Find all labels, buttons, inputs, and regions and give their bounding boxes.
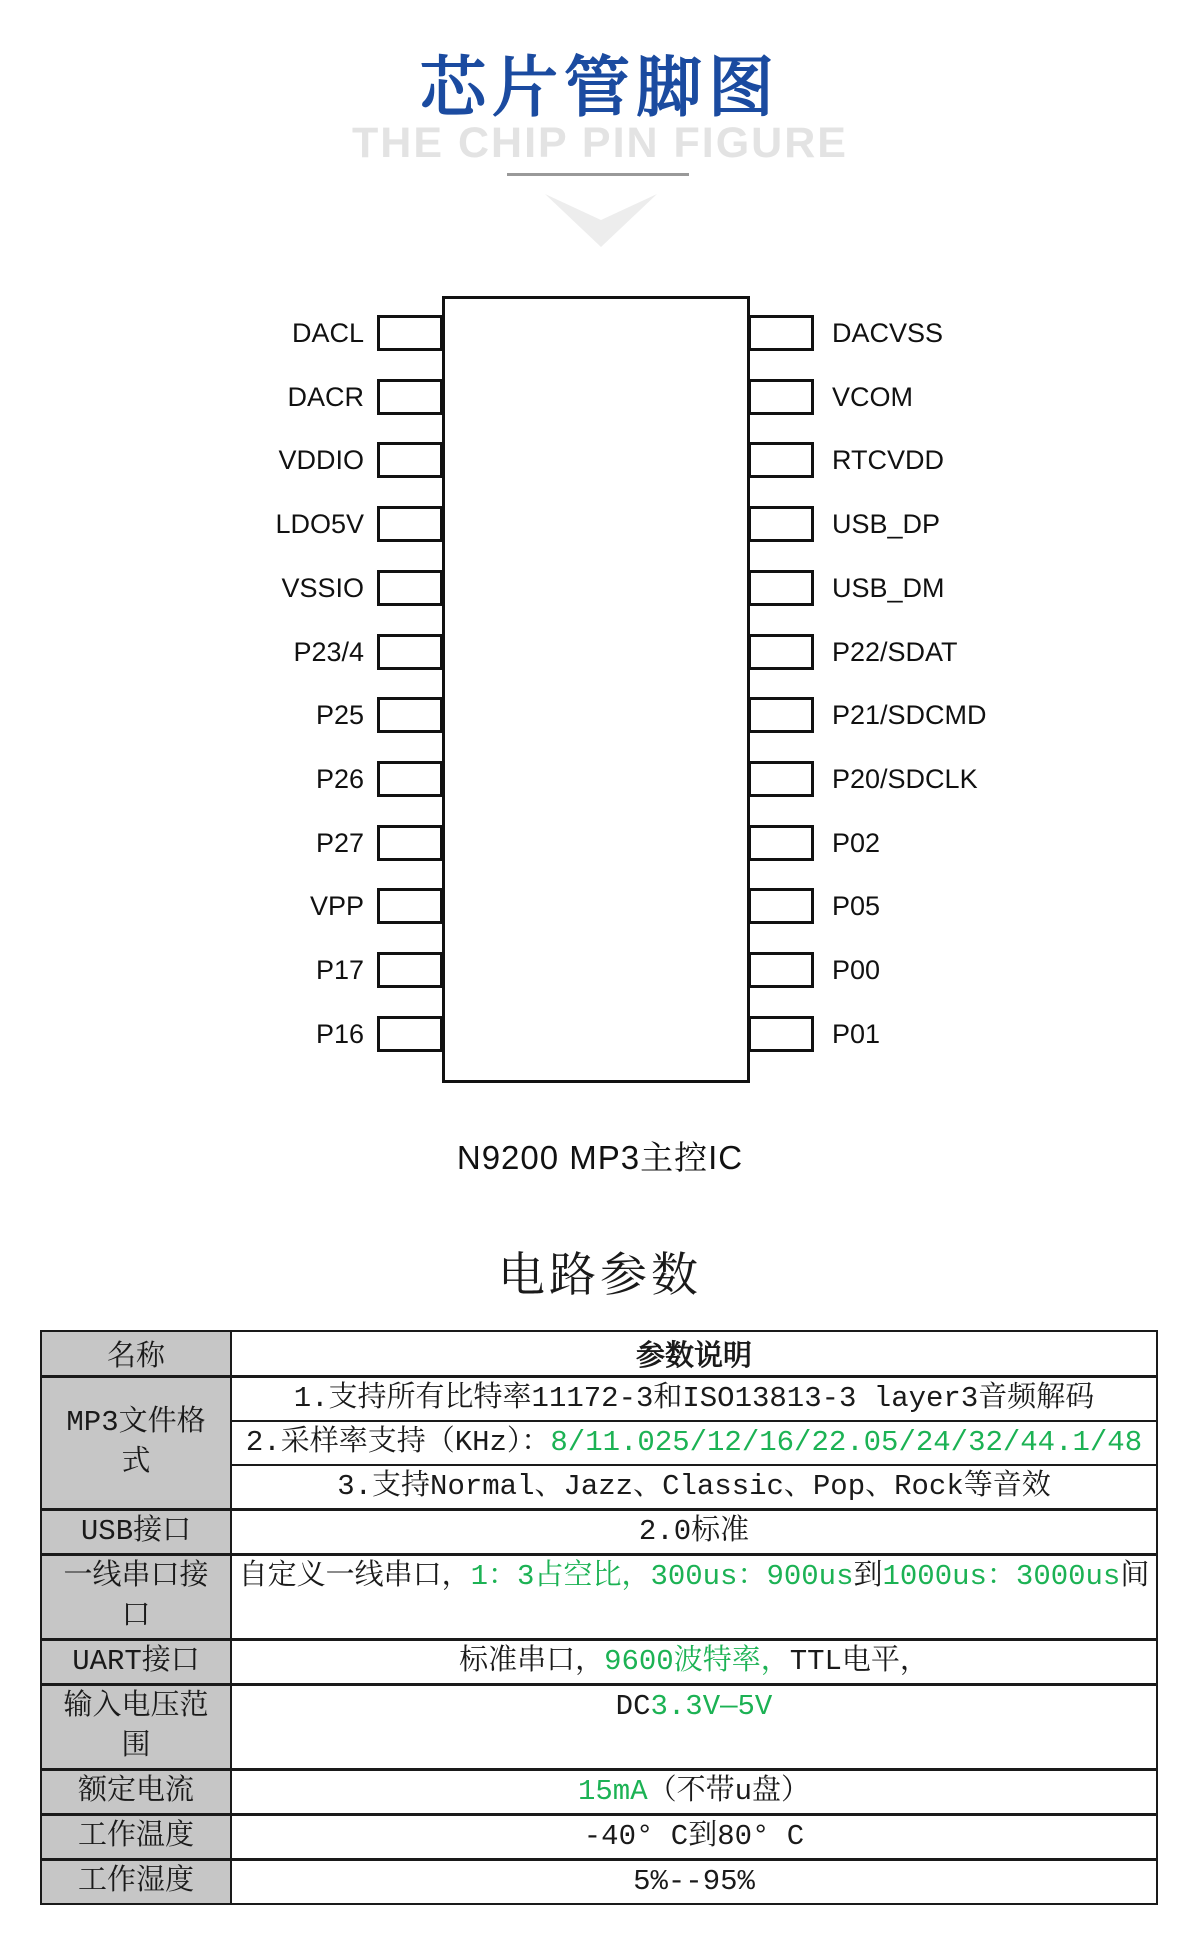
title-divider bbox=[507, 173, 689, 176]
pin-box-p27 bbox=[377, 825, 443, 861]
pin-box-p23/4 bbox=[377, 634, 443, 670]
pin-label-vssio: VSSIO bbox=[281, 573, 364, 603]
pin-box-p00 bbox=[748, 952, 814, 988]
table-row bbox=[41, 1860, 1157, 1905]
param-value-text: 5%--95% bbox=[633, 1865, 755, 1898]
pin-box-usb_dm bbox=[748, 570, 814, 606]
param-value-highlight: 3.3V—5V bbox=[650, 1690, 773, 1723]
pin-box-vcom bbox=[748, 379, 814, 415]
table-header-description: 参数说明 bbox=[231, 1331, 1157, 1377]
pin-box-usb_dp bbox=[748, 506, 814, 542]
param-value bbox=[231, 1860, 1157, 1905]
page-subtitle: THE CHIP PIN FIGURE bbox=[352, 119, 848, 167]
param-value bbox=[231, 1815, 1157, 1860]
param-value-text: 自定义一线串口， bbox=[238, 1560, 471, 1593]
param-value-text: 标准串口， bbox=[459, 1645, 605, 1678]
pin-label-p26: P26 bbox=[315, 764, 364, 794]
table-row bbox=[41, 1377, 1157, 1422]
table-row bbox=[41, 1555, 1157, 1640]
param-value-text: 2.采样率支持（KHz）： bbox=[245, 1426, 551, 1459]
page-title: 芯片管脚图 bbox=[420, 50, 780, 124]
param-value bbox=[231, 1640, 1157, 1685]
table-header-name: 名称 bbox=[41, 1331, 231, 1377]
param-name: UART接口 bbox=[41, 1640, 231, 1685]
pin-box-p22/sdat bbox=[748, 634, 814, 670]
param-value-highlight: 1：3占空比，300us：900us bbox=[470, 1560, 854, 1593]
table-row bbox=[41, 1770, 1157, 1815]
param-value-highlight: 9600波特率， bbox=[604, 1645, 790, 1678]
param-value-text: （不带u盘） bbox=[647, 1775, 811, 1808]
param-name: 工作湿度 bbox=[41, 1860, 231, 1905]
pin-box-dacl bbox=[377, 315, 443, 351]
table-header-row bbox=[41, 1331, 1157, 1377]
param-name: MP3文件格式 bbox=[41, 1377, 231, 1510]
param-value-text: -40° C到80° C bbox=[583, 1820, 805, 1853]
pin-label-vpp: VPP bbox=[309, 891, 364, 921]
param-name: 输入电压范围 bbox=[41, 1685, 231, 1770]
pin-label-p02: P02 bbox=[832, 828, 881, 858]
param-value-highlight: 1000us：3000us bbox=[882, 1560, 1121, 1593]
table-row bbox=[41, 1640, 1157, 1685]
pin-label-dacvss: DACVSS bbox=[832, 318, 944, 348]
pin-label-vddio: VDDIO bbox=[278, 445, 364, 475]
pin-box-p20/sdclk bbox=[748, 761, 814, 797]
param-name: 额定电流 bbox=[41, 1770, 231, 1815]
pin-label-dacr: DACR bbox=[287, 382, 364, 412]
param-value bbox=[231, 1770, 1157, 1815]
param-value-text: 2.0标准 bbox=[638, 1515, 750, 1548]
section-heading: 电路参数 bbox=[498, 1248, 702, 1301]
param-value-highlight: 15mA bbox=[577, 1775, 648, 1808]
pin-label-vcom: VCOM bbox=[832, 382, 913, 412]
pin-box-dacvss bbox=[748, 315, 814, 351]
parameters-table bbox=[40, 1330, 1158, 1905]
param-value-text: TTL电平， bbox=[789, 1645, 929, 1678]
param-value-text: 间 bbox=[1120, 1560, 1150, 1593]
pin-box-vssio bbox=[377, 570, 443, 606]
param-value-text: DC bbox=[615, 1690, 651, 1723]
param-value-text: 到 bbox=[853, 1560, 883, 1593]
pin-box-p01 bbox=[748, 1016, 814, 1052]
chevron-down-icon bbox=[545, 194, 657, 248]
param-value bbox=[231, 1421, 1157, 1465]
pin-label-p16: P16 bbox=[315, 1019, 364, 1049]
pin-label-p05: P05 bbox=[832, 891, 881, 921]
param-name: 工作温度 bbox=[41, 1815, 231, 1860]
pin-label-dacl: DACL bbox=[291, 318, 364, 348]
pin-label-usb_dm: USB_DM bbox=[832, 573, 945, 603]
param-name: 一线串口接口 bbox=[41, 1555, 231, 1640]
table-row bbox=[41, 1815, 1157, 1860]
pin-label-p00: P00 bbox=[832, 955, 881, 985]
pin-label-ldo5v: LDO5V bbox=[275, 509, 364, 539]
pin-box-p17 bbox=[377, 952, 443, 988]
pin-box-p16 bbox=[377, 1016, 443, 1052]
param-value bbox=[231, 1510, 1157, 1555]
pin-box-vpp bbox=[377, 888, 443, 924]
table-row bbox=[41, 1510, 1157, 1555]
chip-caption: N9200 MP3主控IC bbox=[456, 1139, 744, 1176]
pin-box-p21/sdcmd bbox=[748, 697, 814, 733]
pin-box-dacr bbox=[377, 379, 443, 415]
param-value-text: 1.支持所有比特率11172-3和ISO13813-3 layer3音频解码 bbox=[293, 1382, 1095, 1415]
table-row bbox=[41, 1685, 1157, 1770]
param-value-text: 3.支持Normal、Jazz、Classic、Pop、Rock等音效 bbox=[337, 1470, 1051, 1503]
pin-box-ldo5v bbox=[377, 506, 443, 542]
pin-box-rtcvdd bbox=[748, 442, 814, 478]
pin-label-p01: P01 bbox=[832, 1019, 881, 1049]
pin-label-rtcvdd: RTCVDD bbox=[832, 445, 945, 475]
pin-label-p21/sdcmd: P21/SDCMD bbox=[832, 700, 987, 730]
pin-box-p26 bbox=[377, 761, 443, 797]
param-name: USB接口 bbox=[41, 1510, 231, 1555]
pin-label-p20/sdclk: P20/SDCLK bbox=[832, 764, 978, 794]
pin-box-vddio bbox=[377, 442, 443, 478]
chip-body bbox=[442, 296, 750, 1083]
pin-label-p17: P17 bbox=[315, 955, 364, 985]
pin-box-p05 bbox=[748, 888, 814, 924]
pin-box-p25 bbox=[377, 697, 443, 733]
pin-label-p25: P25 bbox=[315, 700, 364, 730]
pin-label-p22/sdat: P22/SDAT bbox=[832, 637, 958, 667]
pin-label-p27: P27 bbox=[315, 828, 364, 858]
pin-label-usb_dp: USB_DP bbox=[832, 509, 941, 539]
param-value bbox=[231, 1465, 1157, 1510]
pin-box-p02 bbox=[748, 825, 814, 861]
param-value bbox=[231, 1377, 1157, 1422]
param-value-highlight: 8/11.025/12/16/22.05/24/32/44.1/48 bbox=[550, 1426, 1143, 1459]
pin-label-p23/4: P23/4 bbox=[293, 637, 364, 667]
param-value bbox=[231, 1685, 1157, 1770]
param-value bbox=[231, 1555, 1157, 1640]
